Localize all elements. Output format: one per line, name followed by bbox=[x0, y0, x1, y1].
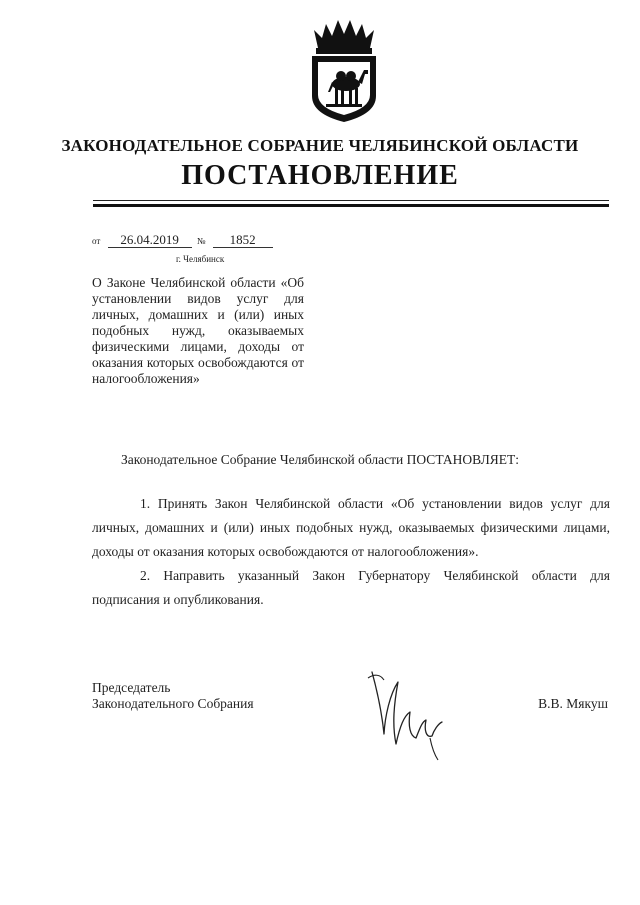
signer-title-line-2: Законодательного Собрания bbox=[92, 696, 254, 711]
city-label: г. Челябинск bbox=[176, 254, 225, 264]
resolution-item-1: 1. Принять Закон Челябинской области «Об установлении видов услуг для личных, домашних и (или) иных подобных нужд, оказываемых физическими лицами, доходы от оказания которых освобождаются от налогообложения». bbox=[92, 496, 610, 559]
organization-title: ЗАКОНОДАТЕЛЬНОЕ СОБРАНИЕ ЧЕЛЯБИНСКОЙ ОБЛАСТИ bbox=[61, 136, 579, 155]
number-prefix: № bbox=[196, 236, 206, 246]
date-prefix: от bbox=[92, 236, 101, 246]
document-number: 1852 bbox=[213, 233, 273, 248]
resolution-item-2: 2. Направить указанный Закон Губернатору Челябинской области для подписания и опубликования. bbox=[92, 568, 610, 607]
resolution-body bbox=[92, 492, 610, 612]
document-subject: О Законе Челябинской области «Об установлении видов услуг для личных, домашних и (или) иных подобных нужд, оказываемых физическими лицами, доходы от оказания которых освобождаются от налогообложения» bbox=[92, 275, 304, 386]
signer-title-line-1: Председатель bbox=[92, 680, 171, 695]
document-date: 26.04.2019 bbox=[108, 233, 192, 248]
date-number-line bbox=[92, 232, 273, 248]
document-type-heading: ПОСТАНОВЛЕНИЕ bbox=[181, 160, 459, 191]
coat-of-arms-icon bbox=[304, 18, 384, 124]
preamble: Законодательное Собрание Челябинской области ПОСТАНОВЛЯЕТ: bbox=[120, 452, 520, 467]
header-divider-thin bbox=[93, 200, 609, 201]
header-divider-thick bbox=[93, 204, 609, 207]
handwritten-signature bbox=[360, 664, 450, 764]
signer-name: В.В. Мякуш bbox=[538, 696, 608, 711]
signer-title bbox=[92, 680, 254, 712]
